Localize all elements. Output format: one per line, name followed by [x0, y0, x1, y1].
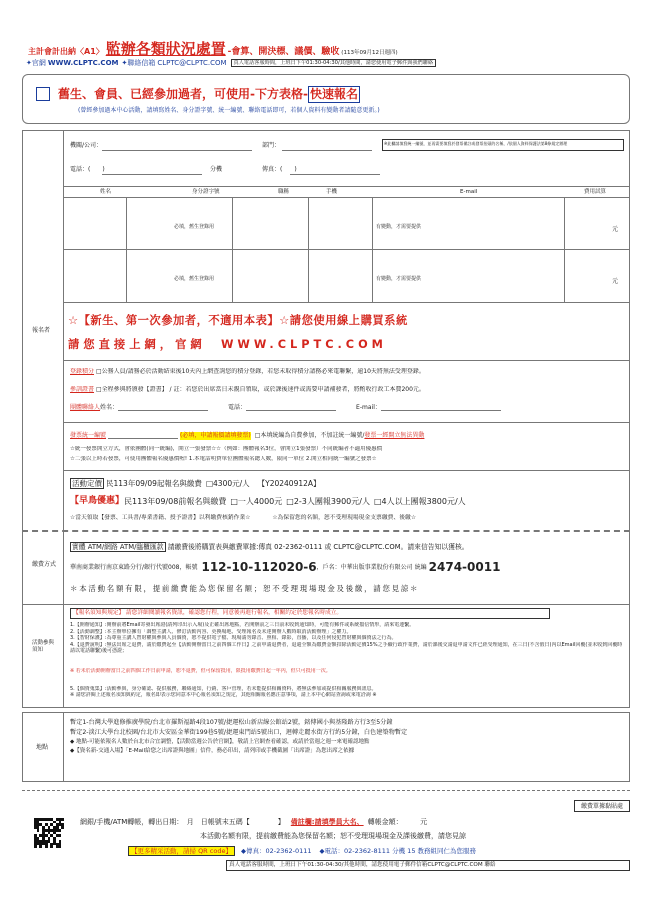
- col-name: 姓名: [100, 189, 112, 195]
- invoice-no-change: 發票一經開立無法異動: [364, 432, 425, 439]
- rule-footer: ※ 請您詳閱上述報名須知與約定，報名即表示您同意本中心報名須知之規定，其他相關報名應注意事項，請上本中心網站查詢或來電洽詢 ※: [70, 692, 377, 698]
- pricing-note: ☆當天領取【發票、工具書/專業書籍、授予證書】以利繳費核銷作業☆: [70, 515, 251, 521]
- footer-fax: ◆傳真：02-2362-0111: [240, 847, 312, 855]
- invoice-required: (必填，申請報價請填發票): [180, 432, 251, 439]
- col-divider: [564, 250, 565, 302]
- quick-signup-note: (曾經參加過本中心活動，請填寫姓名、身分證字號、統一編號、聯絡電話即可，若個人資料有變動者請隨意更新。): [78, 107, 380, 114]
- fee-unit: 元: [612, 278, 619, 285]
- divider: [64, 302, 630, 303]
- certificate-text[interactable]: □全程參與將頒發【證書】 / 註：若您於出席當日未親自領取，或於課後速件或需要申請補發者，將酌收行政工本費200元。: [95, 386, 425, 393]
- fixed-price-row: [70, 478, 321, 489]
- uni-label: 統編: [414, 563, 427, 571]
- invoice-self-pay[interactable]: □本填統編為自費參加，不加註統一編號/: [254, 432, 365, 439]
- form-side-label: 報名者: [32, 327, 51, 334]
- rules-side-col: [22, 604, 64, 708]
- invoice-rule-1: ☆統一發票開立方式，會依團體(同一統編)，開立一張發票☆☆（例如：團體報名3位，會開立1張發票）不同統編者不適用優惠價: [70, 446, 383, 452]
- globe-icon: ✦: [26, 58, 32, 67]
- email-change-note: 有變動，才需要提供: [376, 224, 422, 230]
- divider: [64, 470, 630, 471]
- group-tel-label: 電話：: [228, 404, 247, 411]
- attendee-rows: [64, 198, 630, 302]
- quick-signup-checkbox[interactable]: [36, 87, 50, 101]
- location-1: 暫定1-台灣大學進修推廣學院/台北市羅斯福路4段107號/捷運松山新店線公館站2號，銘傳國小與基隆路方行3至5分鐘: [70, 719, 393, 726]
- group-name-label: 姓名：: [100, 404, 119, 411]
- page-subtitle: -會算、開決標、議價、驗收: [227, 47, 340, 57]
- col-divider: [372, 250, 373, 302]
- header-pre: 主計會計出納〈A1〉: [28, 47, 104, 56]
- location-bullet-2: ◆【資名新-交通入場】「E-Mail給您之出席證與地圖」信件，務必印出，請列印或手機截圖「出席證」為您出席之依據: [70, 747, 355, 754]
- group-email-input[interactable]: [381, 405, 501, 411]
- location-bullet-1: ◆ 地點-可能依報名人數於台北市合宜調整，【活動當週公告於官網】，敬請上官網查看確認，或請於當週之週一來電確認地點: [70, 738, 370, 745]
- early-opt-1[interactable]: □一人4000元: [230, 496, 283, 506]
- dept-label: 部門：: [262, 142, 281, 149]
- col-divider: [372, 198, 373, 250]
- fixed-price-option[interactable]: □4300元/人: [205, 479, 250, 488]
- group-tel-input[interactable]: [246, 405, 336, 411]
- atm-tag: 實體 ATM/網路 ATM/臨櫃匯款: [72, 543, 164, 551]
- paste-box-label: 繳費單據黏貼處: [574, 800, 630, 812]
- quick-signup-text: 舊生、會員、已經參加過者，可使用-下方表格-: [58, 86, 308, 101]
- phone-label: 電話：( ): [70, 166, 105, 173]
- col-title: 職稱: [278, 189, 290, 195]
- certificate-row: [70, 386, 626, 394]
- qr-button[interactable]: 【更多精采活動，請掃 QR code】: [128, 846, 235, 856]
- footer-contact-row: [128, 846, 476, 856]
- group-contact-row: [70, 404, 626, 412]
- bank-row: [70, 560, 500, 575]
- col-email: E-mail: [460, 189, 478, 195]
- footer-line-2: 本活動名額有限，提前繳費能為您保留名額；恕不受理現場現金及課後繳費，請您見諒: [200, 832, 466, 840]
- bank-account: 112-10-112020-6: [201, 560, 317, 574]
- activity-code: 【Y20240912A】: [257, 479, 321, 488]
- header-contact-row: [26, 58, 626, 68]
- page-title: 監辦各類狀況處置: [105, 40, 226, 58]
- header-title-row: [28, 40, 628, 56]
- early-opt-3[interactable]: □4人以上團報3800元/人: [373, 496, 466, 506]
- login-row: [70, 368, 626, 376]
- dept-input[interactable]: [282, 150, 372, 151]
- attendee-row-2: [64, 250, 630, 302]
- uni-number: 2474-0011: [428, 560, 501, 574]
- quick-signup-heading: [36, 86, 360, 102]
- rule-item-5: 5.【個資蒐集】:活動參與，身分確認、提供服務，聯絡通知，行銷、客戶管理，若未能提供相關資料，將無法參加或提供相關服務與訊息。: [70, 685, 377, 692]
- col-fee: 費用試算: [584, 189, 607, 195]
- email-change-note: 有變動，才需要提供: [376, 276, 422, 282]
- mail-icon: ✦: [121, 58, 128, 67]
- email-link[interactable]: CLPTC@CLPTC.COM: [157, 58, 227, 67]
- bank-text: 華南商業銀行南京東路分行/銀行代號008，帳號: [70, 563, 198, 571]
- col-divider: [126, 250, 127, 302]
- col-id: 身分證字號: [192, 189, 220, 195]
- header-date: (113年09月12日週四): [341, 50, 398, 56]
- invoice-rule-2: ☆二張以上時若發票，可使用團體報名優惠價喔! 1.本電話明費單位團體報名總人數，限同一單位 2.開立相同統一編號之發票☆: [70, 456, 377, 462]
- divider: [22, 530, 630, 532]
- col-mobile: 手機: [326, 189, 338, 195]
- footer-service-hours: 真人電話客服時間，上班日下午01:30-04:30/其他時間，請您使用電子郵件信箱CLPTC@CLPTC.COM 聯絡: [226, 860, 630, 871]
- login-text[interactable]: □公務人員/請務必於活動結束後10天內上網查詢您的積分登錄，若您未取得積分請務必來電聯繫，逾10天將無法受理登錄。: [95, 368, 425, 375]
- rule-item-3: 3.【智財保護】:為尊重主講人智財權與參與人員個資，恕不提供電子檔、現場請勿錄音、照相、錄影，直播，以及任何侵犯智財權與個資法之行為。: [70, 635, 397, 641]
- login-label: 登錄積分: [70, 368, 95, 375]
- email-label: 聯絡信箱: [127, 58, 156, 67]
- rule-item-4: 4.【退費說明】:無法出席之退費，請於繳費起至【活動開辦當日之前四個工作日】之前申請退費者，退還全額為繳費金額扣除活動定價15%之手續行政作業費，請於課後交請退申請文件已經受理通知，在三日(不含假日)內以Email回覆(並未收到回覆時請以電話聯繫)後可憑證；: [70, 641, 623, 654]
- fixed-price-text: 民113年09/09起報名與繳費: [106, 479, 202, 488]
- footer-phone: ◆電話：02-2362-8111 分機 15 教務組同仁為您服務: [319, 847, 477, 855]
- payment-row-1: [70, 542, 469, 552]
- early-bird-label: 【早鳥優惠】: [70, 496, 125, 506]
- group-name-input[interactable]: [118, 405, 208, 411]
- attendee-table-header: [64, 186, 630, 198]
- id-required-note: 必填，舊生登錄用: [174, 276, 215, 282]
- col-divider: [232, 198, 233, 250]
- qr-module: [61, 845, 64, 848]
- company-label: 機關/公司：: [70, 142, 103, 149]
- payment-label: 繳費方式: [32, 561, 57, 568]
- location-label: 地點: [36, 744, 49, 751]
- transfer-row: [80, 818, 427, 827]
- col-divider: [564, 198, 565, 250]
- col-divider: [308, 250, 309, 302]
- invoice-label: 發票統一編號: [70, 432, 107, 439]
- website-label: 官網: [31, 58, 46, 67]
- invoice-row: [70, 432, 626, 440]
- quick-signup-highlight: 快速報名: [309, 86, 358, 101]
- divider: [64, 360, 630, 361]
- rules-banner: 【報名須知與規定】 請您詳細閱讀報名資訊，確認您行程，同意後再進行報名，相關約定於您報名時成立。: [70, 608, 550, 619]
- payment-footer: ＊本活動名額有限，提前繳費能為您保留名額；恕不受理現場現金及後繳，請您見諒＊: [70, 584, 420, 593]
- invoice-note-box: ※此欄請填寫統一編號，並再需要填寫於發票備註或發票抬頭的名稱，/依個人資料保護法第8條規定辦理: [382, 139, 624, 151]
- confirm-label: 備註欄:請填學員大名、: [290, 818, 364, 826]
- new-user-notice-2: 請您直接上網，官網 WWW.CLPTC.COM: [68, 338, 387, 351]
- phone-input[interactable]: [102, 174, 202, 175]
- qr-code[interactable]: [34, 818, 64, 848]
- fax-label: 傳真：( ): [262, 166, 297, 173]
- rule-item-1: 1.【開辦通知】:開辦前將Email寄發出席證(請列印出示入場)及正確出席地點，若開辦前之三日前未收到通知時，可能有郵件或系統擋信情形，請來電連繫。: [70, 622, 415, 628]
- early-bird-text: 民113年09/08前報名與繳費: [124, 496, 227, 506]
- fax-input[interactable]: [290, 174, 380, 175]
- divider: [64, 422, 630, 423]
- divider: [22, 790, 630, 791]
- rule-item-2: 2.【活動調整】:本主辦單位擁有「調整主講人、修訂活動內容、更換場地、受理報名及未達開辦人數時取消活動辦理」之權力。: [70, 628, 352, 635]
- attendee-row-1: [64, 198, 630, 250]
- account-holder: ，戶名：中華出版事業股份有限公司: [316, 563, 413, 571]
- group-label: 團體聯絡人: [70, 404, 101, 411]
- confirm-text[interactable]: 轉帳金額： 元: [367, 818, 428, 826]
- early-opt-2[interactable]: □2-3人團報3900元/人: [286, 496, 370, 506]
- website-link[interactable]: WWW.CLPTC.COM: [47, 58, 119, 67]
- transfer-text[interactable]: 網銀/手機/ATM轉帳，轉出日期： 月 日帳號末五碼【 】: [80, 818, 285, 826]
- pricing-note-2: ☆為保留您的名額，恕不受理現場現金支票繳費、後繳☆: [272, 515, 417, 521]
- early-bird-row: [70, 496, 466, 507]
- col-divider: [126, 198, 127, 250]
- pricing-note-row: [70, 515, 416, 522]
- company-input[interactable]: [102, 150, 252, 151]
- rules-list: [70, 622, 626, 699]
- col-divider: [232, 250, 233, 302]
- fee-unit: 元: [612, 226, 619, 233]
- invoice-input[interactable]: [108, 433, 178, 439]
- service-hours: 真人電話客服時間，上班日下午01:30-04:30/其他時間，請您使用電子郵件與我們聯絡: [231, 59, 437, 68]
- id-required-note: 必填，舊生登錄用: [174, 224, 215, 230]
- new-user-notice-1: ☆【新生、第一次參加者，不適用本表】☆請您使用線上購買系統: [68, 314, 408, 327]
- fixed-price-label: 活動定價: [72, 479, 102, 488]
- atm-text: 請繳費後將購買表與繳費單據:傳真 02-2362-0111 或 CLPTC@CLPTC.COM。請來信告知以獲核。: [167, 543, 469, 551]
- rule-extra: ※ 若未於活動開辦當日之前四個工作日前申請，恕不退費，但可保留抵用，限抵用繳費日起一年內，但只可抵用一次。: [70, 667, 331, 674]
- location-2: 暫定2-淡江大學台北校園/台北市大安區金華街199巷5號/捷運東門站5號出口，迴轉走麗水街方行約5分鐘，白色建築物暫定: [70, 728, 408, 736]
- group-email-label: E-mail：: [356, 404, 381, 411]
- col-divider: [308, 198, 309, 250]
- ext-label: 分機: [210, 166, 223, 173]
- divider: [22, 604, 630, 605]
- certificate-label: 參訓證書: [70, 386, 95, 393]
- location-list: [70, 718, 626, 755]
- rules-label: 活動參與須知: [32, 640, 55, 653]
